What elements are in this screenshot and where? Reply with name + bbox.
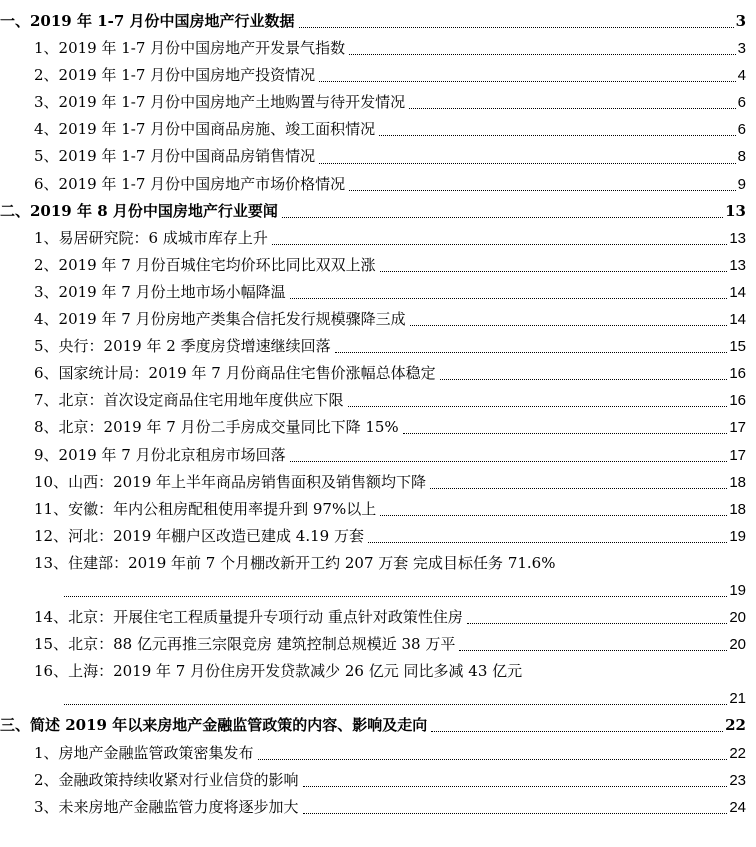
toc-page-number: 23 [729,771,746,789]
toc-page-number: 24 [729,798,746,816]
toc-entry[interactable] [0,35,746,62]
toc-section-2[interactable] [0,198,746,225]
toc-entry[interactable] [0,360,746,387]
toc-entry-title: 4、2019 年 1-7 月份中国商品房施、竣工面积情况 [34,116,377,143]
toc-page-number: 14 [729,283,746,301]
dot-leader [299,27,734,28]
toc-entry-continuation[interactable] [0,685,746,712]
toc-page-number: 20 [729,636,746,654]
toc-entry[interactable] [0,62,746,89]
toc-page-number: 17 [729,419,746,437]
dot-leader [303,813,728,814]
toc-entry-title: 3、未来房地产金融监管力度将逐步加大 [34,794,301,821]
toc-entry-title: 6、2019 年 1-7 月份中国房地产市场价格情况 [34,171,347,198]
toc-entry-title: 13、住建部：2019 年前 7 个月棚改新开工约 207 万套 完成目标任务 71.6% [34,550,557,577]
dot-leader [403,433,728,434]
toc-entry[interactable] [0,279,746,306]
toc-entry[interactable] [0,496,746,523]
toc-entry-title: 11、安徽：年内公租房配租使用率提升到 97%以上 [34,496,378,523]
toc-entry-title: 15、北京：88 亿元再推三宗限竞房 建筑控制总规模近 38 万平 [34,631,457,658]
toc-entry-title: 5、央行：2019 年 2 季度房贷增速继续回落 [34,333,333,360]
toc-page-number: 20 [729,609,746,627]
toc-page-number: 22 [729,744,746,762]
toc-entry-title: 7、北京：首次设定商品住宅用地年度供应下限 [34,387,346,414]
dot-leader [410,325,728,326]
toc-page-number: 6 [737,94,746,112]
dot-leader [349,54,735,55]
toc-page-number: 14 [729,311,746,329]
toc-entry-title: 4、2019 年 7 月份房地产类集合信托发行规模骤降三成 [34,306,408,333]
toc-page-number: 18 [729,500,746,518]
toc-page-number: 8 [737,148,746,166]
dot-leader [272,244,727,245]
toc-entry[interactable] [0,89,746,116]
table-of-contents [0,8,746,821]
toc-entry-title: 1、2019 年 1-7 月份中国房地产开发景气指数 [34,35,347,62]
dot-leader [440,379,728,380]
dot-leader [430,488,727,489]
dot-leader [459,650,727,651]
toc-page-number: 15 [729,338,746,356]
toc-page-number: 13 [725,201,746,220]
dot-leader [349,190,735,191]
toc-entry-title: 1、易居研究院：6 成城市库存上升 [34,225,270,252]
toc-entry-title: 8、北京：2019 年 7 月份二手房成交量同比下降 15% [34,414,401,441]
toc-page-number: 3 [735,12,746,30]
dot-leader [290,461,728,462]
toc-section-title: 二、2019 年 8 月份中国房地产行业要闻 [0,198,280,225]
dot-leader [303,786,728,787]
dot-leader [380,515,727,516]
dot-leader [319,163,735,164]
toc-entry[interactable] [0,631,746,658]
toc-entry[interactable] [0,252,746,279]
dot-leader [319,81,735,82]
toc-section-3[interactable] [0,712,746,739]
toc-page-number: 16 [729,392,746,410]
toc-page-number: 22 [725,716,746,735]
toc-entry-title: 3、2019 年 7 月份土地市场小幅降温 [34,279,288,306]
toc-entry-title: 6、国家统计局：2019 年 7 月份商品住宅售价涨幅总体稳定 [34,360,438,387]
dot-leader [409,108,735,109]
toc-page-number: 13 [729,256,746,274]
toc-entry[interactable] [0,469,746,496]
toc-entry[interactable] [0,442,746,469]
toc-entry-title: 10、山西：2019 年上半年商品房销售面积及销售额均下降 [34,469,428,496]
toc-entry[interactable] [0,740,746,767]
toc-entry-title: 5、2019 年 1-7 月份中国商品房销售情况 [34,143,317,170]
dot-leader [64,704,727,705]
toc-page-number: 21 [729,690,746,708]
toc-entry-title: 2、金融政策持续收紧对行业信贷的影响 [34,767,301,794]
toc-entry-title: 14、北京：开展住宅工程质量提升专项行动 重点针对政策性住房 [34,604,465,631]
toc-entry[interactable] [0,116,746,143]
toc-page-number: 9 [737,175,746,193]
toc-entry[interactable] [0,658,746,685]
dot-leader [290,298,728,299]
toc-entry[interactable] [0,171,746,198]
dot-leader [368,542,727,543]
dot-leader [64,596,727,597]
toc-entry[interactable] [0,414,746,441]
toc-section-title: 三、简述 2019 年以来房地产金融监管政策的内容、影响及走向 [0,712,429,739]
toc-page-number: 18 [729,473,746,491]
toc-entry[interactable] [0,143,746,170]
toc-entry-continuation[interactable] [0,577,746,604]
toc-page-number: 3 [737,40,746,58]
toc-entry-title: 12、河北：2019 年棚户区改造已建成 4.19 万套 [34,523,366,550]
dot-leader [467,623,727,624]
toc-entry[interactable] [0,225,746,252]
dot-leader [348,406,728,407]
dot-leader [335,352,728,353]
toc-page-number: 13 [729,229,746,247]
toc-entry[interactable] [0,794,746,821]
dot-leader [282,217,723,218]
toc-entry-title: 1、房地产金融监管政策密集发布 [34,740,256,767]
toc-page-number: 6 [737,121,746,139]
toc-section-1[interactable] [0,8,746,35]
toc-entry[interactable] [0,523,746,550]
toc-entry-title: 9、2019 年 7 月份北京租房市场回落 [34,442,288,469]
toc-entry-title: 2、2019 年 1-7 月份中国房地产投资情况 [34,62,317,89]
toc-section-title: 一、2019 年 1-7 月份中国房地产行业数据 [0,8,297,35]
toc-page-number: 19 [729,581,746,599]
toc-page-number: 17 [729,446,746,464]
toc-entry-title: 2、2019 年 7 月份百城住宅均价环比同比双双上涨 [34,252,378,279]
dot-leader [379,135,735,136]
dot-leader [380,271,728,272]
toc-entry[interactable] [0,767,746,794]
toc-entry[interactable] [0,306,746,333]
dot-leader [431,731,723,732]
toc-entry-title: 3、2019 年 1-7 月份中国房地产土地购置与待开发情况 [34,89,407,116]
toc-page-number: 16 [729,365,746,383]
toc-entry[interactable] [0,387,746,414]
toc-page-number: 19 [729,527,746,545]
dot-leader [258,759,728,760]
toc-entry[interactable] [0,604,746,631]
toc-entry[interactable] [0,333,746,360]
toc-entry[interactable] [0,550,746,577]
toc-page-number: 4 [737,67,746,85]
toc-entry-title: 16、上海：2019 年 7 月份住房开发贷款减少 26 亿元 同比多减 43 亿元 [34,658,524,685]
